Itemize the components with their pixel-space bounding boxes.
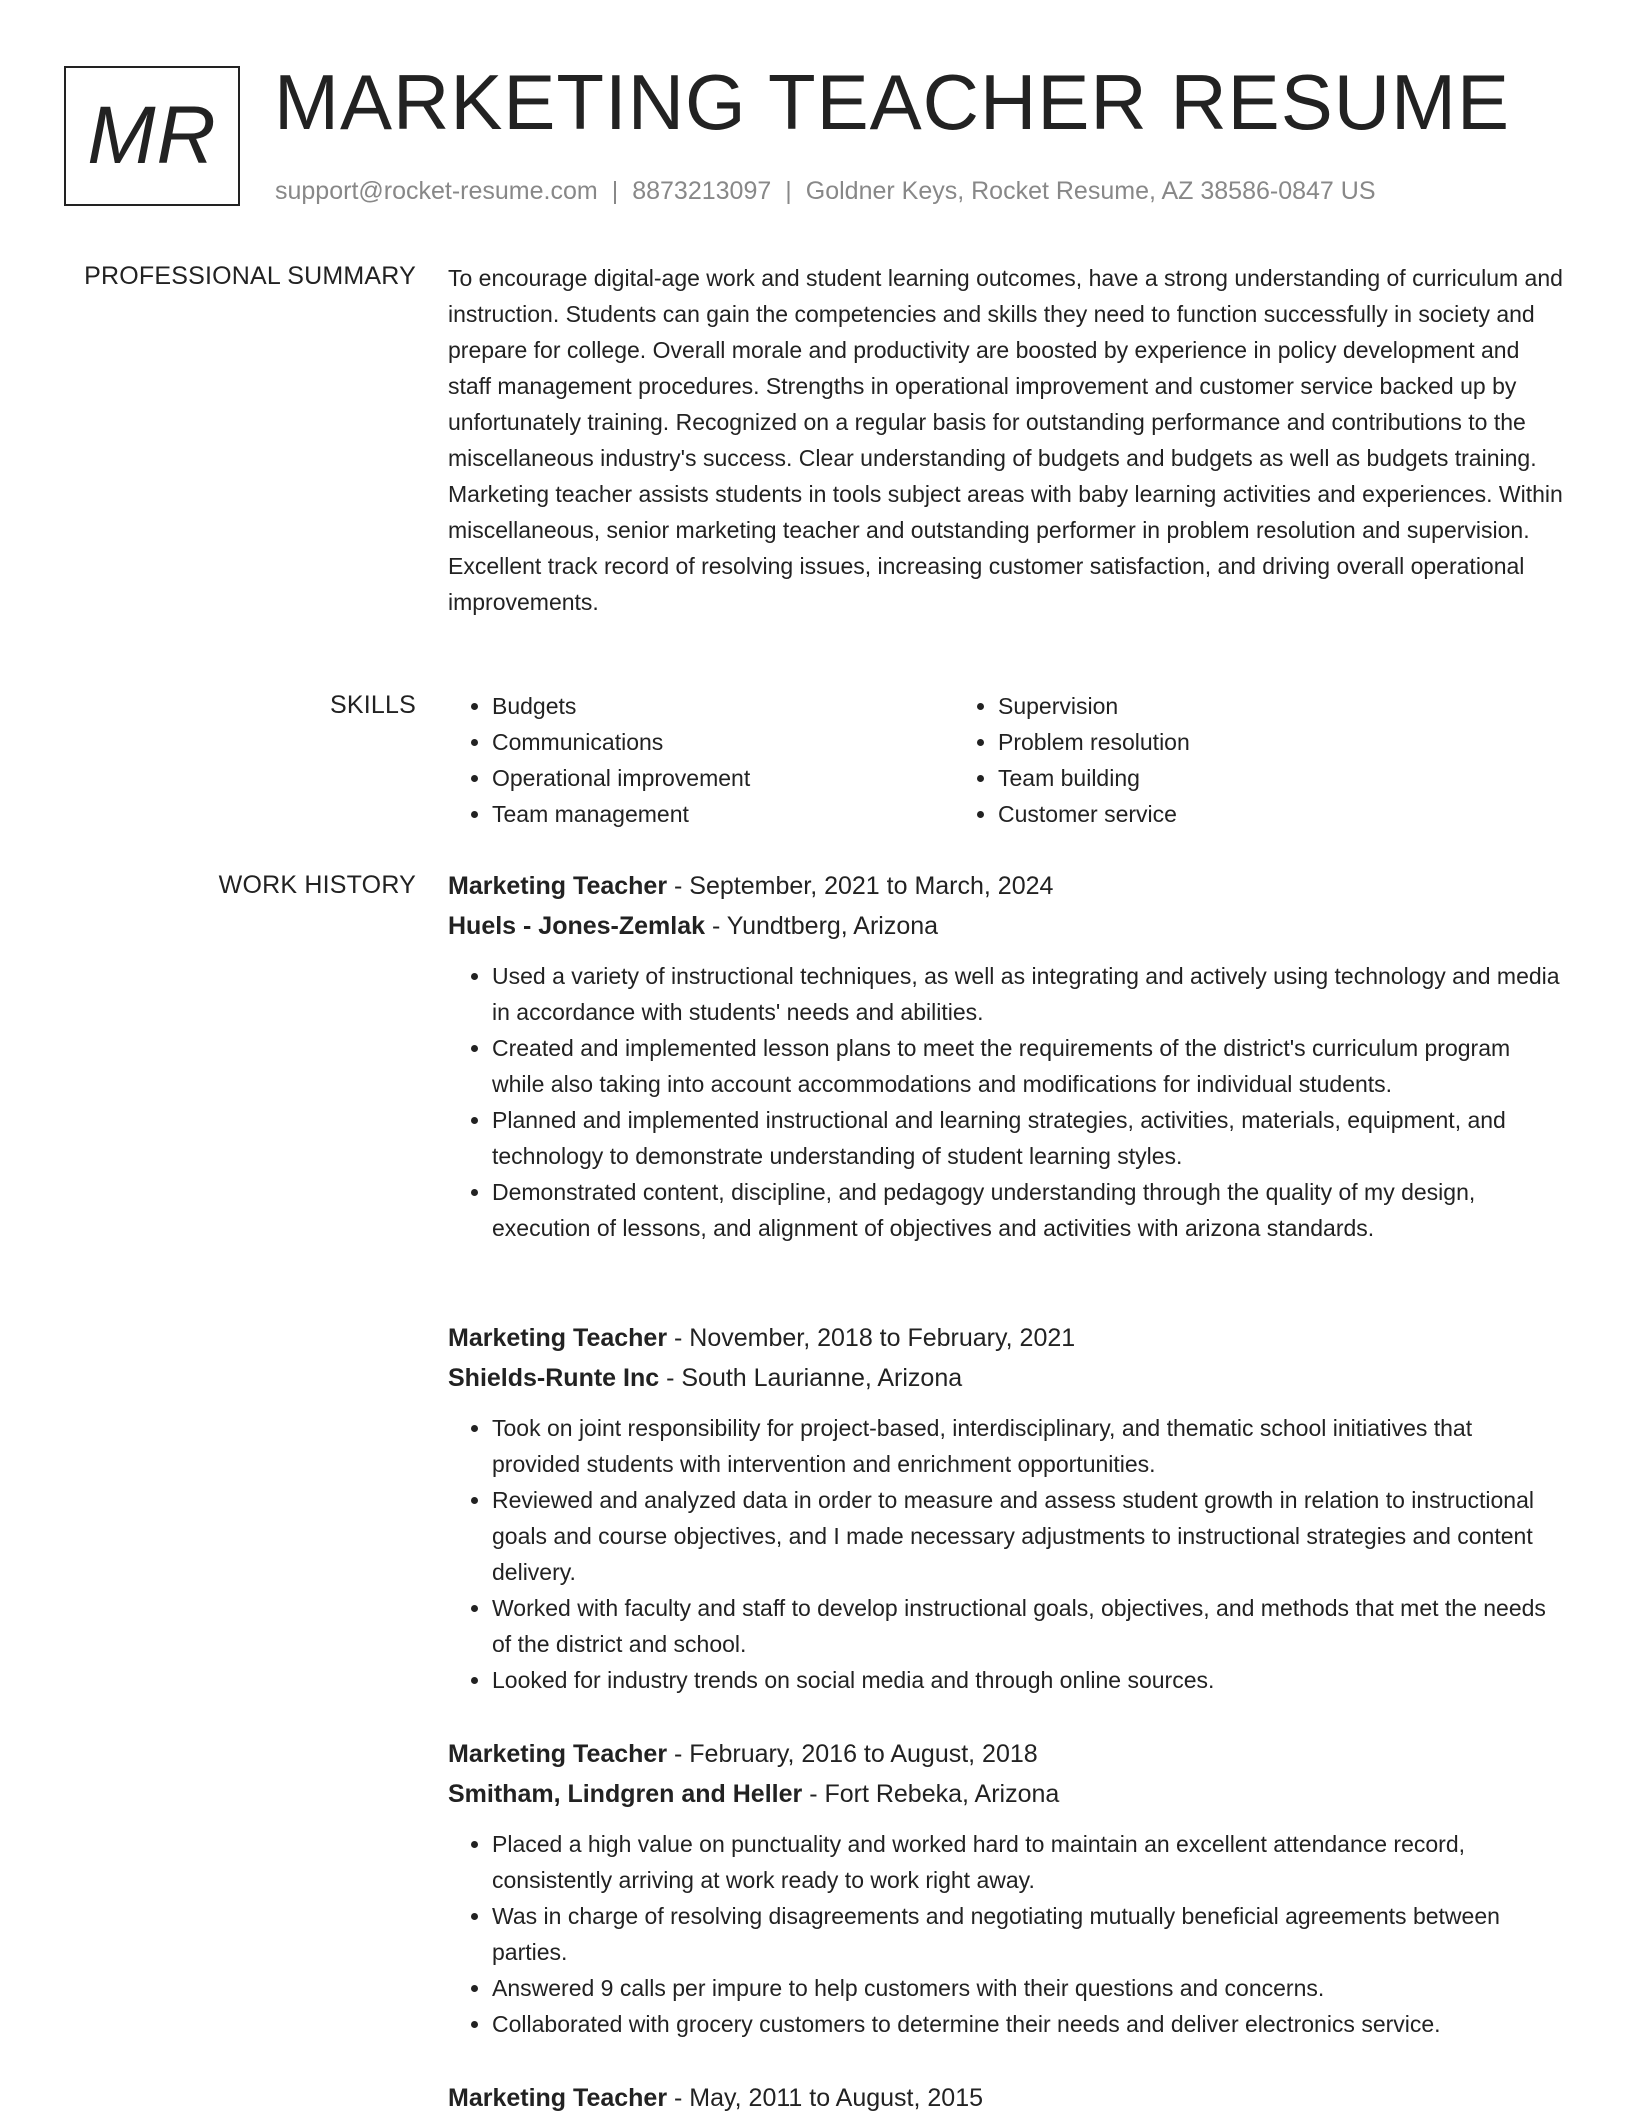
job-entry (448, 1734, 1566, 2042)
monogram-logo: MR (64, 66, 240, 206)
job-bullet: • Demonstrated content, discipline, and pedagogy understanding through the quality of my design, execution of lessons, and alignment of objectives and activities with arizona standards. (492, 1174, 1566, 1246)
skill-item: • Budgets (492, 688, 954, 724)
job-title: Marketing Teacher (448, 1740, 668, 1768)
skill-item: • Customer service (998, 796, 1460, 832)
job-bullets (448, 958, 1566, 1246)
job-bullet: • Used a variety of instructional techniques, as well as integrating and actively using technology and media in accordance with students' needs and abilities. (492, 958, 1566, 1030)
job-dates: - May, 2011 to August, 2015 (674, 2084, 984, 2112)
job-location: - Yundtberg, Arizona (711, 912, 939, 940)
job-company-line (448, 1358, 1566, 1398)
job-bullet: • Collaborated with grocery customers to determine their needs and deliver electronics service. (492, 2006, 1566, 2042)
job-company-line (448, 1774, 1566, 1814)
skill-item: • Team management (492, 796, 954, 832)
job-location: - Fort Rebeka, Arizona (809, 1780, 1060, 1808)
job-dates: - February, 2016 to August, 2018 (674, 1740, 1038, 1768)
job-entry (448, 1318, 1566, 1698)
job-entry (448, 2078, 1566, 2118)
job-title-line (448, 1734, 1566, 1774)
section-label-skills: SKILLS (330, 691, 416, 719)
job-bullet: • Reviewed and analyzed data in order to measure and assess student growth in relation to instructional goals and course objectives, and I made necessary adjustments to instructional strategies and content delivery. (492, 1482, 1566, 1590)
job-bullet: • Created and implemented lesson plans to meet the requirements of the district's curriculum program while also taking into account accommodations and modifications for individual students. (492, 1030, 1566, 1102)
job-dates: - November, 2018 to February, 2021 (674, 1324, 1076, 1352)
job-title: Marketing Teacher (448, 1324, 668, 1352)
summary-text: To encourage digital-age work and student learning outcomes, have a strong understanding of curriculum and instruction. Students can gain the competencies and skills they need to function successfully in society and prepare for college. Overall morale and productivity are boosted by experience in policy development and staff management procedures. Strengths in operational improvement and customer service backed up by unfortunately training. Recognized on a regular basis for outstanding performance and contributions to the miscellaneous industry's success. Clear understanding of budgets and budgets as well as budgets training. Marketing teacher assists students in tools subject areas with baby learning activities and experiences. Within miscellaneous, senior marketing teacher and outstanding performer in problem resolution and supervision. Excellent track record of resolving issues, increasing customer satisfaction, and driving overall operational improvements. (448, 265, 1563, 615)
skill-item: • Supervision (998, 688, 1460, 724)
job-bullets (448, 1410, 1566, 1698)
job-bullets (448, 1826, 1566, 2042)
job-bullet: • Worked with faculty and staff to develop instructional goals, objectives, and methods that met the needs of the district and school. (492, 1590, 1566, 1662)
job-bullet: • Placed a high value on punctuality and worked hard to maintain an excellent attendance record, consistently arriving at work ready to work right away. (492, 1826, 1566, 1898)
contact-separator: | (785, 177, 792, 205)
section-label-work-history: WORK HISTORY (218, 871, 416, 899)
resume-title: MARKETING TEACHER RESUME (274, 58, 1511, 146)
job-title-line (448, 2078, 1566, 2118)
skills-column-left (448, 688, 954, 832)
job-bullet: • Answered 9 calls per impure to help customers with their questions and concerns. (492, 1970, 1566, 2006)
skills-column-right (954, 688, 1460, 832)
contact-address: Goldner Keys, Rocket Resume, AZ 38586-0847 US (805, 177, 1376, 205)
contact-line (275, 174, 1376, 208)
job-location: - South Laurianne, Arizona (666, 1364, 963, 1392)
skill-item: • Problem resolution (998, 724, 1460, 760)
job-company: Shields-Runte Inc (448, 1364, 660, 1392)
job-bullet: • Looked for industry trends on social media and through online sources. (492, 1662, 1566, 1698)
contact-email[interactable]: support@rocket-resume.com (275, 177, 598, 205)
job-title: Marketing Teacher (448, 872, 668, 900)
skill-item: • Communications (492, 724, 954, 760)
contact-phone[interactable]: 8873213097 (632, 177, 772, 205)
job-entry (448, 866, 1566, 1246)
skill-item: • Operational improvement (492, 760, 954, 796)
skill-item: • Team building (998, 760, 1460, 796)
job-title-line (448, 866, 1566, 906)
job-bullet: • Took on joint responsibility for project-based, interdisciplinary, and thematic school initiatives that provided students with intervention and enrichment opportunities. (492, 1410, 1566, 1482)
job-company: Smitham, Lindgren and Heller (448, 1780, 803, 1808)
job-title-line (448, 1318, 1566, 1358)
job-title: Marketing Teacher (448, 2084, 668, 2112)
job-dates: - September, 2021 to March, 2024 (674, 872, 1054, 900)
skills-list (448, 688, 1566, 832)
job-company-line (448, 906, 1566, 946)
section-label-summary: PROFESSIONAL SUMMARY (84, 262, 416, 290)
job-company: Huels - Jones-Zemlak (448, 912, 706, 940)
job-bullet: • Planned and implemented instructional and learning strategies, activities, materials, equipment, and technology to demonstrate understanding of student learning styles. (492, 1102, 1566, 1174)
contact-separator: | (611, 177, 619, 205)
job-bullet: • Was in charge of resolving disagreements and negotiating mutually beneficial agreements between parties. (492, 1898, 1566, 1970)
